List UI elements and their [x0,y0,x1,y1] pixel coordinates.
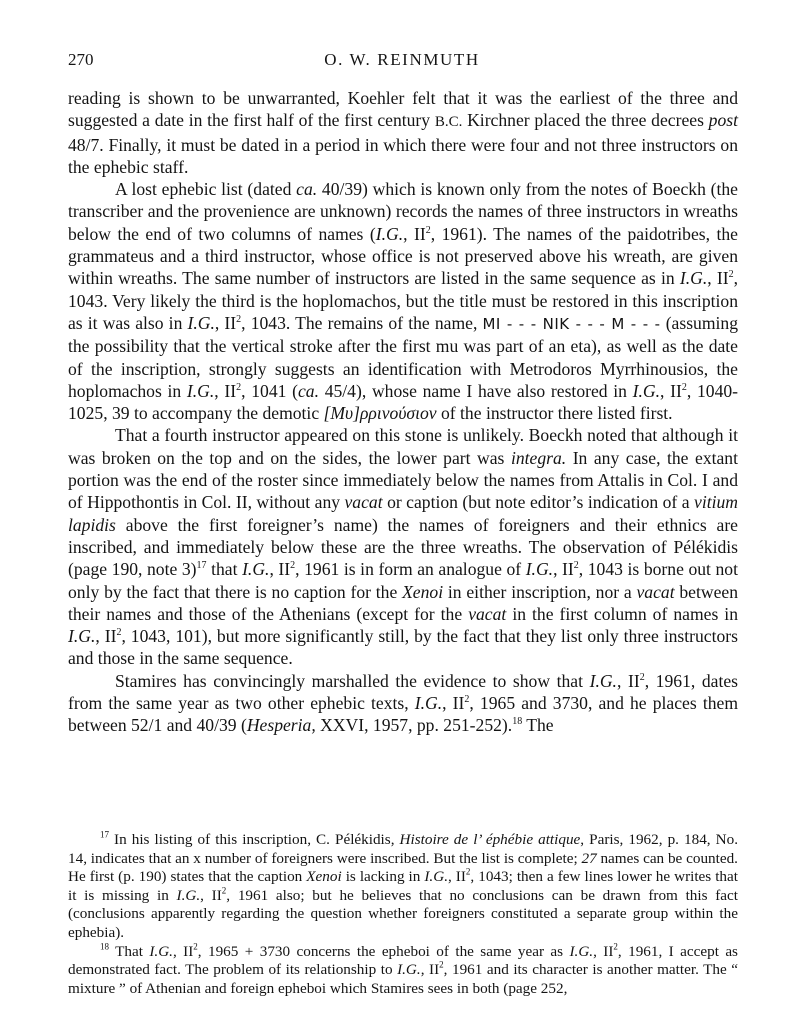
citation-ig: I.G. [149,942,173,960]
italic-run: vacat [344,492,383,513]
text-run: , 1961, dates from the same year as two other ephebic texts, [68,670,738,714]
text-run: That a fourth instructor appeared on this stone is unlikely. Boeckh noted that although it was broken on the top and on the sides, the lower part was [68,425,738,468]
body-text [68,87,738,737]
text-run: , II [95,626,117,647]
footnote-17 [68,831,738,943]
text-run: , II [200,886,222,904]
citation-ig: I.G. [632,380,661,401]
italic-run: vitium lapidis [68,492,738,535]
superscript: 2 [613,941,618,952]
text-run: 45/4), whose name I have also restored in [319,380,633,401]
text-run: , II [660,380,682,401]
text-run: , 1961, I accept as demonstrated fact. The problem of its relationship to [68,942,738,979]
text-run: , 1043. The remains of the name, [241,312,483,333]
superscript: 2 [116,627,122,639]
citation-ig: I.G. [424,868,448,886]
italic-run: Xenoi [402,581,444,602]
text-run: , 1965 + 3730 concerns the epheboi of the same year as [197,942,570,960]
text-run: names can be counted. He first (p. 190) states that the caption [68,849,738,886]
superscript: 2 [193,941,198,952]
italic-run: vacat [636,581,675,602]
paragraph-3 [68,424,738,669]
text-run: that [206,559,243,580]
text-run: , 1043; then a few lines lower he writes that it is missing in [68,868,738,904]
text-run: Stamires has convincingly marshalled the evidence to show that [115,670,590,691]
text-run: In his listing of this inscription, C. Pélékidis, [109,831,400,848]
text-run: , II [214,312,237,333]
text-run: in either inscription, nor a [443,581,637,602]
text-run: , II [269,559,291,580]
citation-ig: I.G. [414,693,443,714]
superscript: 2 [728,269,734,281]
italic-run: ca. [296,179,318,200]
citation-ig: I.G. [186,380,215,401]
text-run: , 1961 is in form an analogue of [295,559,526,580]
superscript: 2 [465,866,471,877]
citation-ig: I.G. [397,961,421,979]
superscript: 2 [221,885,227,896]
superscript: 2 [681,381,687,393]
text-run: A lost ephebic list (dated [115,179,297,200]
text-run: , II [172,942,194,960]
superscript: 2 [464,694,470,706]
text-run: of the instructor there listed first. [436,403,673,424]
superscript: 2 [639,671,645,683]
text-run: , II [448,868,466,886]
superscript: 2 [290,560,296,572]
text-run: , II [553,559,574,580]
text-run: , II [403,223,426,244]
citation-ig: I.G. [679,268,708,289]
text-run: , II [420,961,440,979]
text-run: , 1961 also; but he believes that no conclusions can be drawn from this fact (conclusions apparently regarding the question whether foreigners constituted a separate group within the ephebia). [68,886,738,941]
footnotes [68,831,738,998]
italic-run: Histoire de l’ éphébie attique [399,831,581,848]
italic-run: 27 [581,849,597,867]
citation-ig: I.G. [569,942,594,960]
text-run: between their names and those of the Athenians (except for the [68,581,738,624]
footnote-ref-17: 17 [196,560,207,572]
text-run: , 1041 ( [241,380,298,401]
text-run: That [109,942,150,960]
text-run: , 1965 and 3730, and he places them between 52/1 and 40/39 ( [68,693,739,736]
text-run: (assuming the possibility that the vertical stroke after the first mu was part of an eta), as well as the date of the inscription, strongly suggests an identification with Metrodoros Myrrhinousios, the hoplomachos in [68,312,739,401]
superscript: 2 [236,313,242,325]
paragraph-2 [68,178,738,424]
text-run: The [522,715,554,736]
footnote-18 [68,943,738,999]
superscript: 2 [573,560,579,572]
footnote-number: 18 [100,941,109,952]
text-run: in the first column of names in [506,603,738,624]
page-header [68,50,736,74]
italic-run: integra. [510,447,567,468]
citation-ig: I.G. [187,312,215,333]
text-run: XXVI, 1957, pp. 251-252). [315,715,513,736]
text-run: or caption (but note editor’s indication of a [382,492,695,513]
italic-run: ca. [297,380,319,401]
text-run: , 1043. Very likely the third is the hoplomachos, but the title must be restored in this inscription as it was also in [68,268,739,333]
paragraph-1 [68,87,738,178]
running-title: O. W. REINMUTH [324,50,480,69]
citation-ig: I.G. [68,626,96,647]
italic-run: vacat [468,603,507,624]
text-run: , 1043 is borne out not only by the fact that there is no caption for the [68,559,738,602]
text-run: , 1961 and its character is another matter. The “ mixture ” of Athenian and foreign epheboi which Stamires sees in both (page 252, [68,961,738,997]
italic-run: post [708,110,739,131]
text-run: B.C. [434,114,463,131]
superscript: 2 [439,959,444,970]
inscription-letters: MI - - - NIK - - - M - - - [482,314,661,333]
citation-ig: I.G. [589,670,617,691]
footnote-ref-18: 18 [512,716,523,728]
italic-run: Xenoi [306,868,342,886]
citation-ig: I.G. [525,559,554,580]
italic-run: Hesperia, [246,715,316,736]
text-run: , II [214,380,237,401]
text-run: , II [616,670,640,691]
text-run: Kirchner placed the three decrees [462,110,709,131]
text-run: , 1043, 101), but more significantly still, by the fact that they list only three instructors and those in the same sequence. [68,626,738,669]
citation-ig: I.G. [242,559,270,580]
text-run: reading is shown to be unwarranted, Koehler felt that it was the earliest of the three and suggested a date in the first half of the first century [68,88,738,131]
paragraph-4 [68,670,738,737]
page-number: 270 [68,50,94,69]
text-run: 40/39) which is known only from the notes of Boeckh (the transcriber and the provenience are unknown) records the names of three instructors in wreaths below the end of two columns of names ( [68,179,738,244]
greek-demotic: [Μυ]ρρινούσιον [323,403,437,424]
citation-ig: I.G. [176,886,201,904]
text-run: , II [707,268,729,289]
superscript: 2 [236,381,242,393]
text-run: In any case, the extant portion was the end of the roster since immediately below the names from Attalis in Col. I and of Hippothontis in Col. II, without any [68,447,738,513]
superscript: 2 [425,224,431,236]
text-run: above the first foreigner’s name) the names of foreigners and their ethnics are inscribed, and immediately below these are the three wreaths. The observation of Pélékidis (page 190, note 3) [68,514,738,580]
text-run: , Paris, 1962, p. 184, No. 14, indicates that an x number of foreigners were inscribed. But the list is complete; [68,831,738,867]
text-run: , II [442,693,465,714]
text-run: is lacking in [341,868,425,886]
text-run: , II [593,942,614,960]
text-run: , 1961). The names of the paidotribes, the grammateus and a third instructor, whose office is not preserved above his wreath, are given within wreaths. The same number of instructors are listed in the same sequence as in [68,223,738,289]
text-run: , 1040-1025, 39 to accompany the demotic [68,380,739,424]
citation-ig: I.G. [375,223,404,244]
text-run: 48/7. Finally, it must be dated in a period in which there were four and not three instructors on the ephebic staff. [68,134,738,177]
footnote-number: 17 [100,829,109,840]
